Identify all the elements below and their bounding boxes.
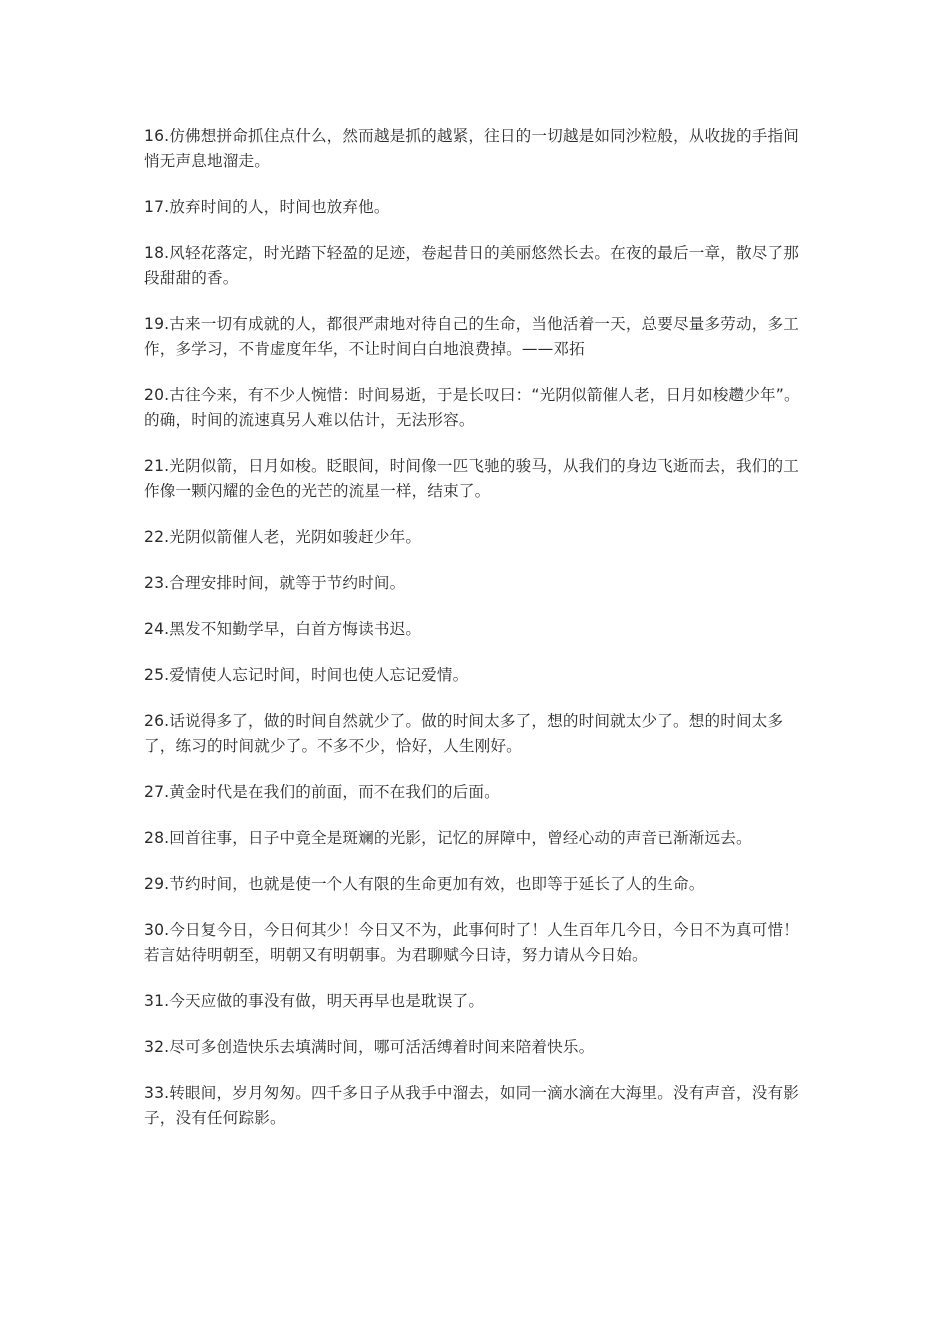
quote-18: 18.风轻花落定，时光踏下轻盈的足迹，卷起昔日的美丽悠然长去。在夜的最后一章，散尽了那段甜甜的香。 bbox=[144, 244, 799, 287]
quote-16: 16.仿佛想拼命抓住点什么，然而越是抓的越紧，往日的一切越是如同沙粒般，从收拢的手指间悄无声息地溜走。 bbox=[144, 127, 799, 170]
quote-28: 28.回首往事，日子中竟全是斑斓的光影，记忆的屏障中，曾经心动的声音已渐渐远去。 bbox=[144, 829, 752, 847]
quote-32: 32.尽可多创造快乐去填满时间，哪可活活缚着时间来陪着快乐。 bbox=[144, 1038, 595, 1056]
quote-27: 27.黄金时代是在我们的前面，而不在我们的后面。 bbox=[144, 783, 500, 801]
quote-list bbox=[144, 124, 812, 1152]
quote-22: 22.光阴似箭催人老，光阴如骏赶少年。 bbox=[144, 528, 422, 546]
quote-29: 29.节约时间，也就是使一个人有限的生命更加有效，也即等于延长了人的生命。 bbox=[144, 875, 705, 893]
quote-30: 30.今日复今日，今日何其少！今日又不为，此事何时了！人生百年几今日，今日不为真可惜！若言姑待明朝至，明朝又有明朝事。为君聊赋今日诗，努力请从今日始。 bbox=[144, 921, 799, 964]
quote-19: 19.古来一切有成就的人，都很严肃地对待自己的生命，当他活着一天，总要尽量多劳动，多工作，多学习，不肯虚度年华，不让时间白白地浪费掉。——邓拓 bbox=[144, 315, 799, 358]
quote-25: 25.爱情使人忘记时间，时间也使人忘记爱情。 bbox=[144, 666, 469, 684]
quote-33: 33.转眼间，岁月匆匆。四千多日子从我手中溜去，如同一滴水滴在大海里。没有声音，没有影子，没有任何踪影。 bbox=[144, 1084, 799, 1127]
quote-31: 31.今天应做的事没有做，明天再早也是耽误了。 bbox=[144, 992, 485, 1010]
quote-17: 17.放弃时间的人，时间也放弃他。 bbox=[144, 198, 390, 216]
quote-21: 21.光阴似箭，日月如梭。眨眼间，时间像一匹飞驰的骏马，从我们的身边飞逝而去，我们的工作像一颗闪耀的金色的光芒的流星一样，结束了。 bbox=[144, 457, 799, 500]
quote-20: 20.古往今来，有不少人惋惜：时间易逝，于是长叹曰：“光阴似箭催人老，日月如梭趱少年”。的确，时间的流速真另人难以估计，无法形容。 bbox=[144, 386, 800, 429]
quote-23: 23.合理安排时间，就等于节约时间。 bbox=[144, 574, 406, 592]
quote-24: 24.黑发不知勤学早，白首方悔读书迟。 bbox=[144, 620, 422, 638]
quote-26: 26.话说得多了，做的时间自然就少了。做的时间太多了，想的时间就太少了。想的时间太多了，练习的时间就少了。不多不少，恰好，人生刚好。 bbox=[144, 712, 784, 755]
